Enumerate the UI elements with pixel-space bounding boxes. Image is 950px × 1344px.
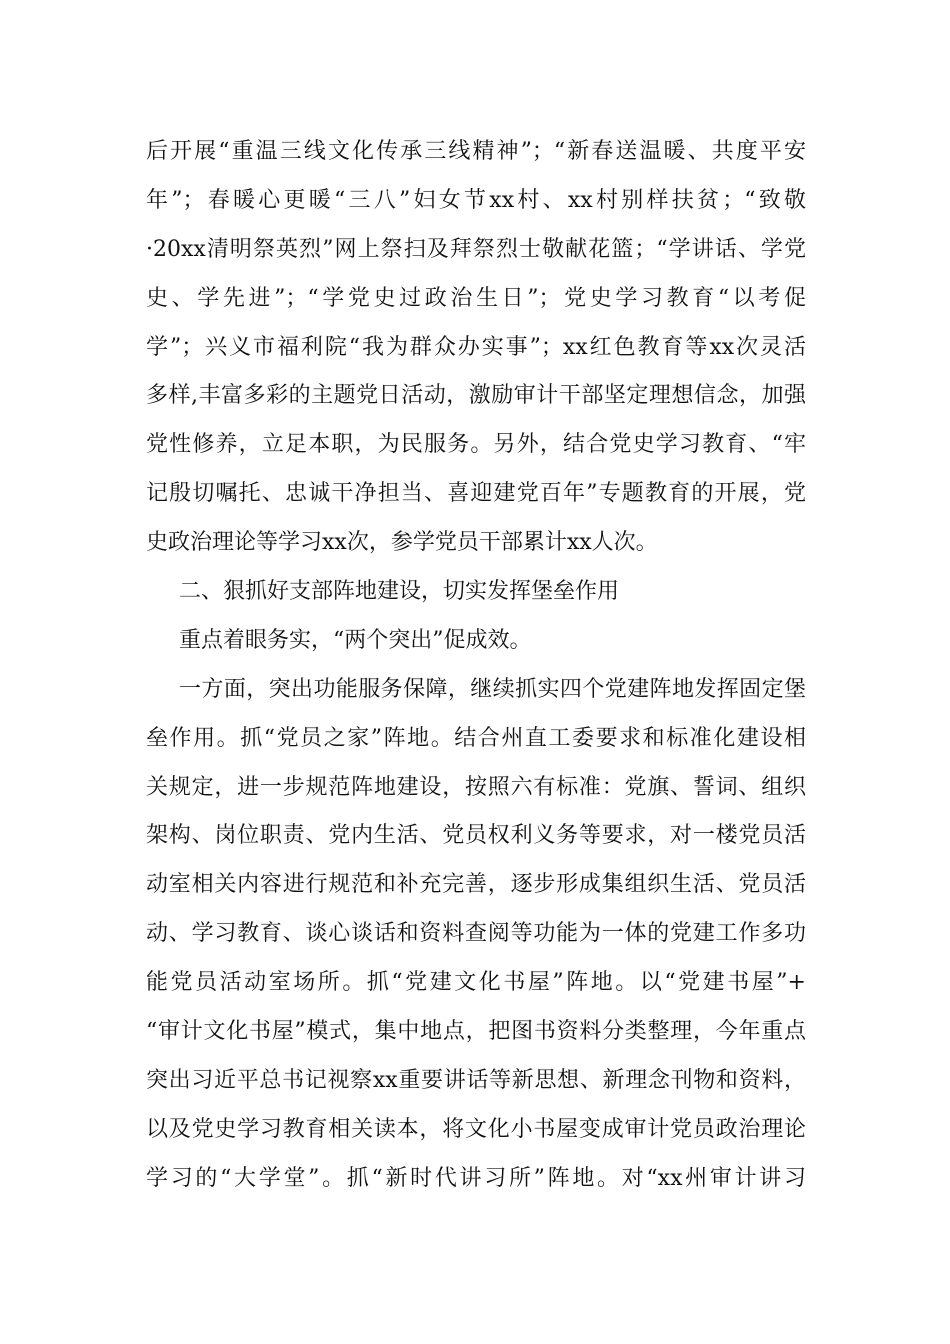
text-line: 学”；兴义市福利院“我为群众办实事”；xx红色教育等xx次灵活 [146, 334, 806, 360]
text-line: 学习的“大学堂”。抓“新时代讲习所”阵地。对“xx州审计讲习 [146, 1165, 806, 1191]
text-line: 年”；春暖心更暖“三八”妇女节xx村、xx村别样扶贫；“致敬 [146, 187, 806, 213]
text-line: 党性修养，立足本职，为民服务。另外，结合党史学习教育、“牢 [146, 432, 806, 458]
text-line: ·20xx清明祭英烈”网上祭扫及拜祭烈士敬献花篮；“学讲话、学党 [146, 236, 806, 262]
text-line: 能党员活动室场所。抓“党建文化书屋”阵地。以“党建书屋”+ [146, 970, 806, 996]
document-body [146, 128, 806, 1204]
text-line: 记殷切嘱托、忠诚干净担当、喜迎建党百年”专题教育的开展，党 [146, 481, 806, 507]
text-line: 二、狠抓好支部阵地建设，切实发挥堡垒作用 [179, 579, 620, 605]
text-line: 动室相关内容进行规范和补充完善，逐步形成集组织生活、党员活 [146, 872, 806, 898]
text-line: 架构、岗位职责、党内生活、党员权利义务等要求，对一楼党员活 [146, 823, 806, 849]
text-line: 关规定，进一步规范阵地建设，按照六有标准：党旗、誓词、组织 [146, 774, 806, 800]
text-line: 后开展“重温三线文化传承三线精神”；“新春送温暖、共度平安 [146, 139, 806, 164]
text-line: “审计文化书屋”模式，集中地点，把图书资料分类整理，今年重点 [146, 1019, 806, 1045]
text-line: 一方面，突出功能服务保障，继续抓实四个党建阵地发挥固定堡 [179, 676, 806, 702]
text-line: 重点着眼务实，“两个突出”促成效。 [179, 627, 532, 653]
text-line: 垒作用。抓“党员之家”阵地。结合州直工委要求和标准化建设相 [146, 725, 806, 751]
text-line: 史、学先进”；“学党史过政治生日”；党史学习教育“以考促 [146, 285, 806, 311]
text-line: 多样,丰富多彩的主题党日活动，激励审计干部坚定理想信念，加强 [146, 383, 806, 409]
text-line: 突出习近平总书记视察xx重要讲话等新思想、新理念刊物和资料， [146, 1067, 806, 1093]
text-line: 以及党史学习教育相关读本，将文化小书屋变成审计党员政治理论 [146, 1116, 806, 1142]
text-line: 史政治理论等学习xx次，参学党员干部累计xx人次。 [146, 530, 658, 556]
text-line: 动、学习教育、谈心谈话和资料查阅等功能为一体的党建工作多功 [146, 921, 806, 947]
